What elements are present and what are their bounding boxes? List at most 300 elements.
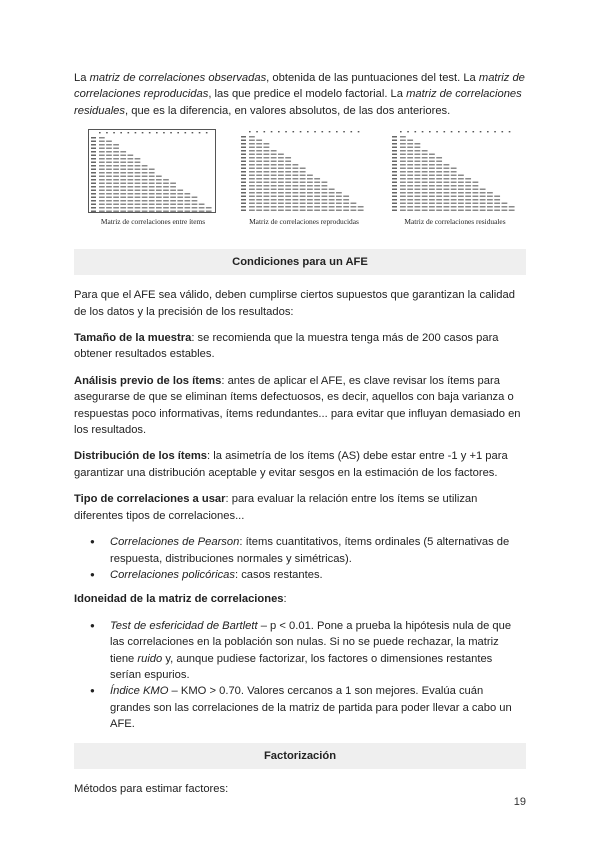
matrix-cell bbox=[149, 186, 155, 188]
matrix-cell bbox=[465, 178, 471, 180]
condition-analisis-term: Análisis previo de los ítems bbox=[74, 374, 222, 387]
matrix-row-label bbox=[241, 164, 246, 166]
matrix-cell bbox=[149, 197, 155, 199]
matrix-cell bbox=[444, 203, 450, 205]
matrix-row-label bbox=[392, 203, 397, 205]
matrix-cell bbox=[473, 206, 479, 208]
matrix-cell bbox=[163, 183, 169, 185]
matrix-cell bbox=[99, 186, 105, 188]
matrix-header-tick bbox=[256, 131, 258, 132]
matrix-header-tick bbox=[343, 131, 345, 132]
matrix-cell bbox=[142, 200, 148, 202]
matrix-cell bbox=[487, 210, 493, 212]
matrix-row-label bbox=[91, 186, 96, 188]
matrix-cell bbox=[113, 176, 119, 178]
matrix-cell bbox=[444, 168, 450, 170]
matrix-header-tick bbox=[444, 131, 446, 132]
matrix-cell bbox=[106, 197, 112, 199]
matrix-cell bbox=[407, 206, 413, 208]
matrix-cell bbox=[264, 164, 270, 166]
matrix-cell bbox=[285, 161, 291, 163]
matrix-cell bbox=[113, 162, 119, 164]
matrix-cell bbox=[336, 196, 342, 198]
matrix-cell bbox=[278, 164, 284, 166]
condition-distribucion-term: Distribución de los ítems bbox=[74, 450, 208, 463]
matrix-cell bbox=[256, 143, 262, 145]
matrix-cell bbox=[256, 140, 262, 142]
condition-tipo-term: Tipo de correlaciones a usar bbox=[74, 493, 226, 506]
matrix-cell bbox=[264, 182, 270, 184]
matrix-cell bbox=[113, 211, 119, 213]
matrix-cell bbox=[163, 186, 169, 188]
matrix-cell bbox=[106, 179, 112, 181]
matrix-row-label bbox=[241, 147, 246, 149]
matrix-cell bbox=[473, 210, 479, 212]
matrix-cell bbox=[314, 206, 320, 208]
figure-caption-observed: Matriz de correlaciones entre ítems bbox=[100, 217, 206, 227]
matrix-cell bbox=[264, 185, 270, 187]
matrix-cell bbox=[444, 189, 450, 191]
matrix-cell bbox=[135, 207, 141, 209]
matrix-header-tick bbox=[480, 131, 482, 132]
matrix-cell bbox=[249, 192, 255, 194]
matrix-cell bbox=[170, 186, 176, 188]
matrix-cell bbox=[170, 207, 176, 209]
matrix-cell bbox=[300, 185, 306, 187]
matrix-cell bbox=[135, 186, 141, 188]
matrix-cell bbox=[156, 183, 162, 185]
matrix-cell bbox=[249, 168, 255, 170]
matrix-cell bbox=[264, 147, 270, 149]
matrix-cell bbox=[429, 161, 435, 163]
matrix-cell bbox=[163, 207, 169, 209]
matrix-cell bbox=[400, 136, 406, 138]
matrix-cell bbox=[278, 206, 284, 208]
matrix-row-label bbox=[91, 197, 96, 199]
matrix-cell bbox=[307, 206, 313, 208]
matrix-cell bbox=[128, 179, 134, 181]
matrix-cell bbox=[444, 175, 450, 177]
matrix-cell bbox=[285, 199, 291, 201]
matrix-cell bbox=[106, 193, 112, 195]
matrix-cell bbox=[314, 178, 320, 180]
matrix-cell bbox=[300, 203, 306, 205]
matrix-cell bbox=[451, 182, 457, 184]
matrix-cell bbox=[135, 200, 141, 202]
matrix-cell bbox=[271, 189, 277, 191]
matrix-cell bbox=[343, 206, 349, 208]
matrix-cell bbox=[314, 199, 320, 201]
matrix-cell bbox=[156, 193, 162, 195]
matrix-header-tick bbox=[199, 132, 201, 133]
matrix-row-label bbox=[241, 203, 246, 205]
matrix-cell bbox=[199, 211, 205, 213]
matrix-cell bbox=[300, 192, 306, 194]
matrix-cell bbox=[400, 140, 406, 142]
matrix-cell bbox=[451, 192, 457, 194]
matrix-cell bbox=[264, 171, 270, 173]
matrix-cell bbox=[502, 206, 508, 208]
matrix-cell bbox=[473, 199, 479, 201]
matrix-cell bbox=[285, 178, 291, 180]
matrix-cell bbox=[322, 210, 328, 212]
matrix-cell bbox=[329, 206, 335, 208]
matrix-cell bbox=[444, 182, 450, 184]
matrix-cell bbox=[192, 204, 198, 206]
matrix-cell bbox=[149, 200, 155, 202]
matrix-cell bbox=[293, 164, 299, 166]
matrix-cell bbox=[293, 178, 299, 180]
matrix-cell bbox=[300, 168, 306, 170]
matrix-cell bbox=[422, 196, 428, 198]
matrix-cell bbox=[307, 196, 313, 198]
matrix-cell bbox=[142, 186, 148, 188]
matrix-cell bbox=[465, 185, 471, 187]
matrix-header-tick bbox=[206, 132, 208, 133]
matrix-header-tick bbox=[177, 132, 179, 133]
matrix-cell bbox=[487, 192, 493, 194]
matrix-cell bbox=[113, 169, 119, 171]
matrix-cell bbox=[128, 190, 134, 192]
matrix-cell bbox=[113, 148, 119, 150]
matrix-header-tick bbox=[135, 132, 137, 133]
matrix-row-label bbox=[392, 150, 397, 152]
matrix-row-label bbox=[392, 143, 397, 145]
matrix-cell bbox=[314, 210, 320, 212]
matrix-header-tick bbox=[429, 131, 431, 132]
matrix-cell bbox=[149, 193, 155, 195]
matrix-row-label bbox=[91, 211, 96, 213]
matrix-cell bbox=[293, 171, 299, 173]
matrix-cell bbox=[451, 185, 457, 187]
matrix-header-tick bbox=[322, 131, 324, 132]
matrix-cell bbox=[113, 172, 119, 174]
condition-tipo bbox=[74, 491, 526, 524]
matrix-cell bbox=[256, 168, 262, 170]
matrix-cell bbox=[135, 197, 141, 199]
matrix-cell bbox=[135, 211, 141, 213]
matrix-cell bbox=[120, 162, 126, 164]
matrix-cell bbox=[135, 190, 141, 192]
matrix-cell bbox=[128, 169, 134, 171]
matrix-cell bbox=[509, 210, 515, 212]
matrix-cell bbox=[444, 199, 450, 201]
matrix-cell bbox=[407, 171, 413, 173]
matrix-cell bbox=[429, 189, 435, 191]
matrix-cell bbox=[307, 175, 313, 177]
matrix-cell bbox=[415, 178, 421, 180]
matrix-row-label bbox=[91, 179, 96, 181]
matrix-cell bbox=[264, 199, 270, 201]
matrix-cell bbox=[249, 203, 255, 205]
matrix-cell bbox=[436, 206, 442, 208]
matrix-header-tick bbox=[149, 132, 151, 133]
matrix-cell bbox=[106, 190, 112, 192]
matrix-cell bbox=[494, 199, 500, 201]
matrix-cell bbox=[458, 196, 464, 198]
matrix-cell bbox=[135, 162, 141, 164]
matrix-cell bbox=[400, 161, 406, 163]
matrix-cell bbox=[177, 211, 183, 213]
matrix-cell bbox=[400, 203, 406, 205]
matrix-row-label bbox=[241, 154, 246, 156]
condition-muestra-term: Tamaño de la muestra bbox=[74, 332, 192, 345]
matrix-cell bbox=[177, 200, 183, 202]
matrix-cell bbox=[170, 204, 176, 206]
matrix-cell bbox=[199, 207, 205, 209]
matrix-cell bbox=[249, 182, 255, 184]
condition-idoneidad-term: Idoneidad de la matriz de correlaciones bbox=[74, 593, 284, 606]
matrix-header-tick bbox=[473, 131, 475, 132]
matrix-cell bbox=[278, 210, 284, 212]
matrix-cell bbox=[163, 193, 169, 195]
matrix-cell bbox=[120, 172, 126, 174]
matrix-row-label bbox=[91, 207, 96, 209]
matrix-row-label bbox=[91, 151, 96, 153]
condition-idoneidad-text: : bbox=[283, 593, 287, 606]
matrix-cell bbox=[106, 183, 112, 185]
section-heading-condiciones: Condiciones para un AFE bbox=[74, 249, 526, 275]
condition-distribucion-text: : la asimetría de los ítems (AS) debe estar entre -1 y +1 para garantizar una distribución aceptable y evitar sesgos en la estimación de los factores. bbox=[74, 450, 508, 479]
matrix-cell bbox=[249, 199, 255, 201]
matrix-cell bbox=[128, 158, 134, 160]
matrix-cell bbox=[106, 165, 112, 167]
matrix-cell bbox=[343, 199, 349, 201]
matrix-cell bbox=[465, 210, 471, 212]
matrix-cell bbox=[106, 141, 112, 143]
matrix-cell bbox=[436, 189, 442, 191]
matrix-cell bbox=[113, 207, 119, 209]
matrix-row-label bbox=[91, 176, 96, 178]
matrix-row-label bbox=[241, 210, 246, 212]
matrix-row-label bbox=[91, 193, 96, 195]
matrix-cell bbox=[135, 165, 141, 167]
matrix-cell bbox=[487, 199, 493, 201]
matrix-cell bbox=[415, 192, 421, 194]
matrix-cell bbox=[400, 199, 406, 201]
matrix-cell bbox=[128, 200, 134, 202]
matrix-cell bbox=[473, 189, 479, 191]
matrix-cell bbox=[465, 192, 471, 194]
matrix-cell bbox=[249, 147, 255, 149]
condition-distribucion bbox=[74, 448, 526, 481]
matrix-cell bbox=[156, 186, 162, 188]
matrix-cell bbox=[99, 207, 105, 209]
figure-observed-matrix bbox=[88, 129, 218, 235]
correlation-types-list bbox=[74, 534, 526, 583]
matrix-cell bbox=[451, 178, 457, 180]
matrix-cell bbox=[307, 203, 313, 205]
matrix-row-label bbox=[241, 171, 246, 173]
matrix-cell bbox=[113, 204, 119, 206]
matrix-row-label bbox=[241, 136, 246, 138]
matrix-cell bbox=[329, 196, 335, 198]
matrix-cell bbox=[407, 154, 413, 156]
matrix-cell bbox=[256, 164, 262, 166]
matrix-cell bbox=[400, 171, 406, 173]
matrix-cell bbox=[99, 193, 105, 195]
matrix-cell bbox=[422, 164, 428, 166]
matrix-cell bbox=[256, 210, 262, 212]
matrix-cell bbox=[156, 207, 162, 209]
matrix-cell bbox=[502, 203, 508, 205]
matrix-row-label bbox=[91, 162, 96, 164]
matrix-cell bbox=[271, 164, 277, 166]
matrix-cell bbox=[278, 189, 284, 191]
matrix-cell bbox=[135, 193, 141, 195]
matrix-cell bbox=[170, 193, 176, 195]
matrix-cell bbox=[149, 211, 155, 213]
matrix-header-tick bbox=[106, 132, 108, 133]
matrix-cell bbox=[422, 157, 428, 159]
matrix-row-label bbox=[91, 148, 96, 150]
matrix-cell bbox=[249, 154, 255, 156]
bartlett-emphasis-ruido: ruido bbox=[137, 652, 163, 665]
matrix-cell bbox=[307, 189, 313, 191]
matrix-cell bbox=[480, 196, 486, 198]
matrix-cell bbox=[407, 175, 413, 177]
matrix-cell bbox=[264, 157, 270, 159]
matrix-cell bbox=[336, 203, 342, 205]
matrix-cell bbox=[458, 199, 464, 201]
matrix-row-label bbox=[91, 183, 96, 185]
matrix-cell bbox=[106, 211, 112, 213]
matrix-cell bbox=[163, 200, 169, 202]
matrix-cell bbox=[106, 158, 112, 160]
matrix-cell bbox=[271, 203, 277, 205]
matrix-cell bbox=[300, 199, 306, 201]
bartlett-text-1: – p < 0.01. Pone a prueba la hipótesis nula de que las correlaciones en la población son nulas. Si no se puede rechazar, la matriz tiene bbox=[110, 619, 512, 665]
matrix-header-tick bbox=[487, 131, 489, 132]
matrix-header-tick bbox=[271, 131, 273, 132]
matrix-cell bbox=[400, 168, 406, 170]
pearson-text: : ítems cuantitativos, ítems ordinales (5 alternativas de respuesta, distribuciones normales y simétricas). bbox=[110, 536, 510, 565]
matrix-cell bbox=[458, 210, 464, 212]
matrix-cell bbox=[336, 199, 342, 201]
matrix-cell bbox=[300, 210, 306, 212]
matrix-cell bbox=[156, 190, 162, 192]
matrix-cell bbox=[249, 143, 255, 145]
matrix-cell bbox=[436, 168, 442, 170]
matrix-cell bbox=[120, 176, 126, 178]
matrix-cell bbox=[415, 147, 421, 149]
matrix-header-tick bbox=[329, 131, 331, 132]
matrix-cell bbox=[293, 185, 299, 187]
list-item-pearson bbox=[74, 534, 526, 567]
matrix-cell bbox=[429, 199, 435, 201]
matrix-cell bbox=[113, 200, 119, 202]
matrix-cell bbox=[300, 182, 306, 184]
matrix-cell bbox=[249, 171, 255, 173]
matrix-cell bbox=[149, 204, 155, 206]
matrix-cell bbox=[451, 171, 457, 173]
matrix-cell bbox=[99, 144, 105, 146]
matrix-cell bbox=[429, 185, 435, 187]
matrix-cell bbox=[436, 182, 442, 184]
matrix-cell bbox=[113, 179, 119, 181]
matrix-cell bbox=[264, 154, 270, 156]
matrix-cell bbox=[264, 175, 270, 177]
matrix-cell bbox=[249, 196, 255, 198]
matrix-cell bbox=[415, 196, 421, 198]
matrix-cell bbox=[106, 155, 112, 157]
matrix-row-label bbox=[91, 172, 96, 174]
matrix-cell bbox=[192, 200, 198, 202]
matrix-cell bbox=[422, 161, 428, 163]
matrix-cell bbox=[106, 169, 112, 171]
matrix-cell bbox=[422, 154, 428, 156]
matrix-cell bbox=[293, 196, 299, 198]
matrix-cell bbox=[113, 186, 119, 188]
matrix-cell bbox=[285, 175, 291, 177]
matrix-cell bbox=[256, 203, 262, 205]
matrix-cell bbox=[170, 200, 176, 202]
matrix-cell bbox=[436, 192, 442, 194]
matrix-cell bbox=[415, 199, 421, 201]
intro-paragraph bbox=[74, 70, 526, 119]
matrix-header-tick bbox=[285, 131, 287, 132]
conditions-intro: Para que el AFE sea válido, deben cumplirse ciertos supuestos que garantizan la calidad de los datos y la precisión de los resultados: bbox=[74, 289, 515, 318]
matrix-row-label bbox=[91, 165, 96, 167]
matrix-cell bbox=[170, 183, 176, 185]
condition-analisis bbox=[74, 373, 526, 439]
matrix-cell bbox=[436, 157, 442, 159]
matrix-cell bbox=[407, 161, 413, 163]
matrix-cell bbox=[422, 189, 428, 191]
bartlett-text-2: y, aunque pudiese factorizar, los factores o dimensiones restantes serían espurios. bbox=[110, 652, 493, 681]
matrix-cell bbox=[99, 158, 105, 160]
matrix-cell bbox=[142, 172, 148, 174]
matrix-cell bbox=[264, 178, 270, 180]
matrix-cell bbox=[436, 175, 442, 177]
matrix-row-label bbox=[91, 144, 96, 146]
matrix-cell bbox=[422, 185, 428, 187]
matrix-figures bbox=[88, 129, 520, 235]
matrix-cell bbox=[407, 164, 413, 166]
matrix-row-label bbox=[392, 210, 397, 212]
matrix-cell bbox=[271, 154, 277, 156]
matrix-cell bbox=[400, 206, 406, 208]
matrix-cell bbox=[415, 206, 421, 208]
matrix-row-label bbox=[241, 175, 246, 177]
matrix-cell bbox=[192, 197, 198, 199]
matrix-cell bbox=[336, 192, 342, 194]
figure-caption-reproduced: Matriz de correlaciones reproducidas bbox=[249, 217, 359, 227]
matrix-cell bbox=[480, 210, 486, 212]
matrix-cell bbox=[285, 168, 291, 170]
matrix-row-label bbox=[392, 196, 397, 198]
matrix-cell bbox=[278, 154, 284, 156]
matrix-cell bbox=[336, 206, 342, 208]
matrix-cell bbox=[106, 144, 112, 146]
matrix-cell bbox=[99, 151, 105, 153]
matrix-cell bbox=[429, 210, 435, 212]
matrix-cell bbox=[436, 171, 442, 173]
matrix-cell bbox=[256, 182, 262, 184]
matrix-cell bbox=[480, 189, 486, 191]
matrix-cell bbox=[156, 200, 162, 202]
matrix-cell bbox=[142, 169, 148, 171]
matrix-cell bbox=[135, 179, 141, 181]
matrix-header-tick bbox=[509, 131, 511, 132]
matrix-cell bbox=[444, 192, 450, 194]
observed-matrix-image bbox=[88, 129, 216, 213]
reproduced-matrix-table bbox=[239, 129, 367, 213]
matrix-cell bbox=[256, 185, 262, 187]
matrix-row-label bbox=[241, 157, 246, 159]
matrix-cell bbox=[358, 206, 364, 208]
matrix-cell bbox=[106, 200, 112, 202]
